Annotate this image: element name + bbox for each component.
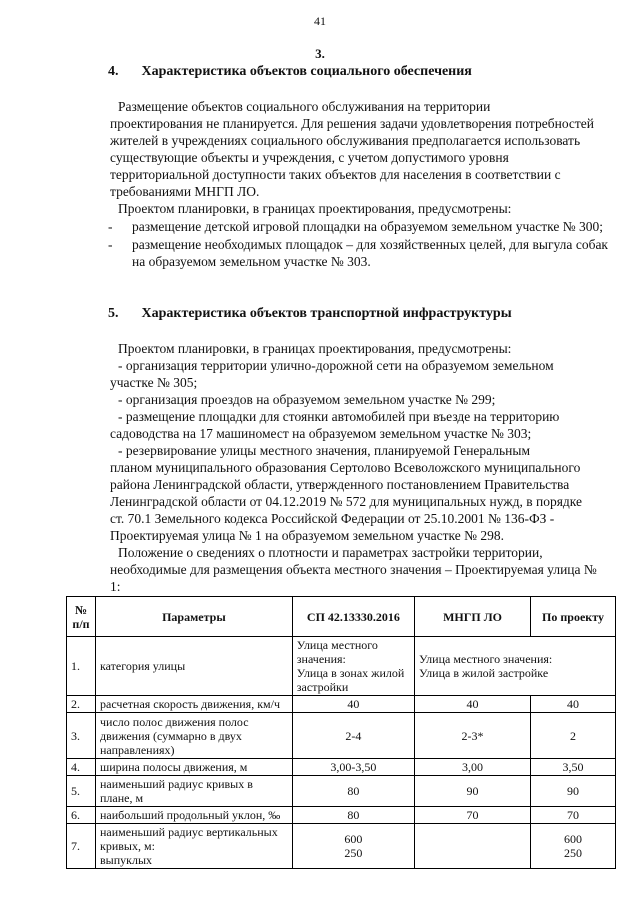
section5-number: 5. (108, 306, 119, 321)
section4-heading (108, 64, 472, 80)
row-project: 2 (531, 713, 616, 759)
text-line: участке № 305; (110, 375, 198, 390)
row-number: 7. (67, 824, 96, 869)
text-line: жителей в учреждениях социального обслуживания предполагается использовать (110, 133, 581, 148)
text-line: садоводства на 17 машиномест на образуемом земельном участке № 303; (110, 426, 532, 441)
text-line: территориальной доступности таких объектов для населения в соответствии с (110, 167, 561, 182)
text-line: требованиями МНГП ЛО. (110, 184, 260, 199)
row-param: наибольший продольный уклон, ‰ (96, 807, 293, 824)
text-line: - резервирование улицы местного значения, планируемой Генеральным (118, 443, 531, 458)
text-line: района Ленинградской области, утвержденного постановлением Правительства (110, 477, 570, 492)
row-project: 3,50 (531, 759, 616, 776)
table-row (67, 637, 616, 696)
row-number: 5. (67, 776, 96, 807)
row-mngp: 2-3* (415, 713, 531, 759)
row-sp: 2-4 (292, 713, 414, 759)
table-row (67, 776, 616, 807)
section4-list (108, 218, 608, 271)
row-param: наименьший радиус вертикальных кривых, м: выпуклых (96, 824, 293, 869)
section5-body (110, 340, 608, 595)
section4-paragraph (110, 98, 608, 217)
text-line: планом муниципального образования Сертолово Всеволожского муниципального (110, 460, 581, 475)
row-param: ширина полосы движения, м (96, 759, 293, 776)
text-line: проектирования не планируется. Для решения задачи удовлетворения потребностей (110, 116, 595, 131)
section-marker: 3. (315, 46, 325, 61)
list-item (108, 236, 608, 271)
text-line: 1: (110, 579, 121, 594)
row-mngp: 90 (415, 776, 531, 807)
row-number: 6. (67, 807, 96, 824)
row-mngp: 40 (415, 696, 531, 713)
row-project: 70 (531, 807, 616, 824)
header-params: Параметры (96, 597, 293, 637)
text-line: Проектом планировки, в границах проектирования, предусмотрены: (118, 341, 512, 356)
table-row (67, 824, 616, 869)
row-param: категория улицы (96, 637, 293, 696)
header-mngp: МНГП ЛО (415, 597, 531, 637)
parameters-table (66, 596, 616, 869)
header-project: По проекту (531, 597, 616, 637)
row-project: 600 250 (531, 824, 616, 869)
row-param: наименьший радиус кривых в плане, м (96, 776, 293, 807)
row-sp: 600 250 (292, 824, 414, 869)
text-line: - размещение площадки для стоянки автомобилей при въезде на территорию (118, 409, 560, 424)
text-line: необходимые для размещения объекта местного значения – Проектируемая улица № (110, 562, 597, 577)
row-param: расчетная скорость движения, км/ч (96, 696, 293, 713)
text-line: - организация проездов на образуемом земельном участке № 299; (118, 392, 496, 407)
header-number: № п/п (67, 597, 96, 637)
row-mngp: 70 (415, 807, 531, 824)
header-sp: СП 42.13330.2016 (292, 597, 414, 637)
table-row (67, 759, 616, 776)
table-row (67, 713, 616, 759)
text-line: Ленинградской области от 04.12.2019 № 572 для муниципальных нужд, в порядке (110, 494, 582, 509)
section4-number: 4. (108, 64, 119, 79)
list-dash: - (108, 236, 113, 252)
page-number: 41 (314, 14, 326, 28)
text-line: Проектируемая улица № 1 на образуемом земельном участке № 298. (110, 528, 504, 543)
row-project: 40 (531, 696, 616, 713)
row-sp: Улица местного значения: Улица в зонах жилой застройки (292, 637, 414, 696)
row-sp: 80 (292, 807, 414, 824)
row-number: 4. (67, 759, 96, 776)
list-item-text: размещение детской игровой площадки на образуемом земельном участке № 300; (132, 219, 603, 234)
row-sp: 80 (292, 776, 414, 807)
row-mngp (415, 824, 531, 869)
table-header-row (67, 597, 616, 637)
table-row (67, 807, 616, 824)
text-line: - организация территории улично-дорожной сети на образуемом земельном (118, 358, 554, 373)
section4-title: Характеристика объектов социального обеспечения (141, 64, 472, 79)
row-sp: 40 (292, 696, 414, 713)
section5-heading (108, 306, 512, 322)
section5-title: Характеристика объектов транспортной инфраструктуры (141, 306, 512, 321)
text-line: Положение о сведениях о плотности и параметрах застройки территории, (118, 545, 543, 560)
row-number: 3. (67, 713, 96, 759)
list-item (108, 218, 608, 236)
text-line: Размещение объектов социального обслуживания на территории (118, 99, 491, 114)
row-param: число полос движения полос движения (суммарно в двух направлениях) (96, 713, 293, 759)
text-line: ст. 70.1 Земельного кодекса Российской Федерации от 25.10.2001 № 136-ФЗ - (110, 511, 555, 526)
row-number: 2. (67, 696, 96, 713)
row-sp: 3,00-3,50 (292, 759, 414, 776)
row-number: 1. (67, 637, 96, 696)
row-project: 90 (531, 776, 616, 807)
list-item-text: размещение необходимых площадок – для хозяйственных целей, для выгула собак на образуемом земельном участке № 303. (132, 236, 608, 269)
text-line: Проектом планировки, в границах проектирования, предусмотрены: (118, 201, 512, 216)
row-mngp: 3,00 (415, 759, 531, 776)
list-dash: - (108, 219, 113, 234)
table-row (67, 696, 616, 713)
text-line: существующие объекты и учреждения, с учетом допустимого уровня (110, 150, 509, 165)
row-mngp: Улица местного значения: Улица в жилой застройке (415, 637, 616, 696)
